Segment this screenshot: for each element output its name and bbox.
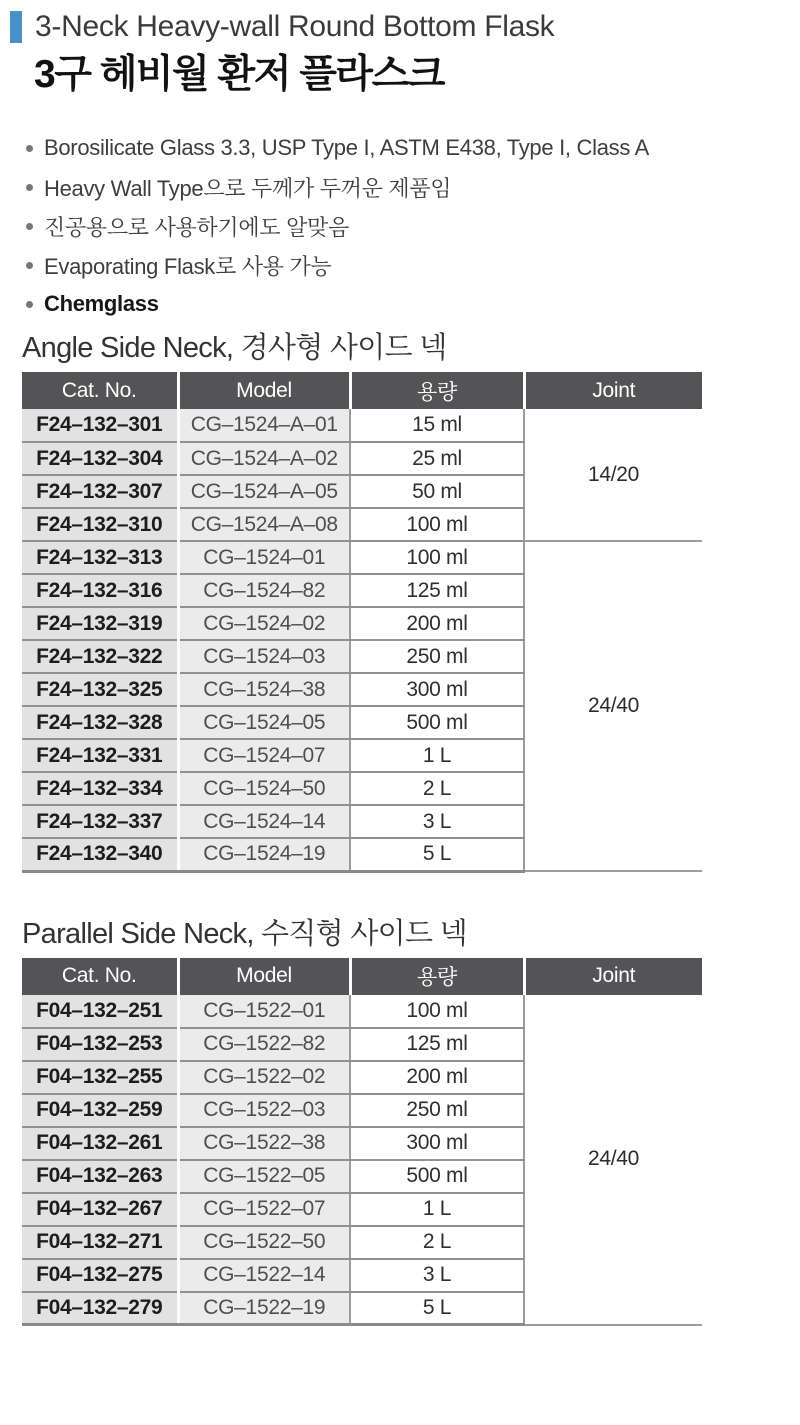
feature-text: Chemglass: [44, 291, 159, 316]
feature-item-brand: [26, 292, 800, 316]
model-cell: CG–1524–82: [178, 574, 350, 607]
cat-no-cell: F24–132–319: [22, 607, 178, 640]
bullet-icon: [26, 184, 33, 191]
table-row: [22, 541, 702, 574]
volume-cell: 5 L: [350, 1292, 524, 1325]
page-title-korean: 3구 헤비월 환저 플라스크: [34, 53, 444, 96]
bullet-icon: [26, 262, 33, 269]
catalog-page: [0, 10, 800, 1425]
column-header-joint: Joint: [524, 372, 702, 409]
joint-cell: 14/20: [524, 409, 702, 541]
volume-cell: 250 ml: [350, 640, 524, 673]
cat-no-cell: F24–132–322: [22, 640, 178, 673]
model-cell: CG–1522–14: [178, 1259, 350, 1292]
model-cell: CG–1522–07: [178, 1193, 350, 1226]
cat-no-cell: F04–132–255: [22, 1061, 178, 1094]
feature-list: [26, 136, 800, 316]
table-row: [22, 995, 702, 1028]
cat-no-cell: F24–132–301: [22, 409, 178, 442]
cat-no-cell: F04–132–251: [22, 995, 178, 1028]
parallel-side-neck-section: [0, 917, 800, 1327]
model-cell: CG–1524–A–01: [178, 409, 350, 442]
volume-cell: 500 ml: [350, 706, 524, 739]
model-cell: CG–1524–01: [178, 541, 350, 574]
cat-no-cell: F24–132–337: [22, 805, 178, 838]
model-cell: CG–1522–50: [178, 1226, 350, 1259]
page-title-english: 3-Neck Heavy-wall Round Bottom Flask: [35, 10, 555, 43]
model-cell: CG–1524–A–05: [178, 475, 350, 508]
model-cell: CG–1522–03: [178, 1094, 350, 1127]
table-title-angle: Angle Side Neck, 경사형 사이드 넥: [22, 332, 447, 364]
column-header-joint: Joint: [524, 958, 702, 995]
cat-no-cell: F24–132–334: [22, 772, 178, 805]
volume-cell: 2 L: [350, 772, 524, 805]
column-header-volume: 용량: [350, 958, 524, 995]
volume-cell: 250 ml: [350, 1094, 524, 1127]
volume-cell: 100 ml: [350, 508, 524, 541]
volume-cell: 300 ml: [350, 673, 524, 706]
volume-cell: 5 L: [350, 838, 524, 871]
feature-item: [26, 214, 800, 238]
table-title-parallel: Parallel Side Neck, 수직형 사이드 넥: [22, 917, 467, 950]
cat-no-cell: F24–132–304: [22, 442, 178, 475]
title-accent-bar-icon: [10, 11, 22, 43]
cat-no-cell: F04–132–263: [22, 1160, 178, 1193]
volume-cell: 2 L: [350, 1226, 524, 1259]
column-header-model: Model: [178, 958, 350, 995]
cat-no-cell: F24–132–313: [22, 541, 178, 574]
volume-cell: 100 ml: [350, 995, 524, 1028]
model-cell: CG–1522–82: [178, 1028, 350, 1061]
column-header-cat-no: Cat. No.: [22, 372, 178, 409]
table-header-row: [22, 372, 702, 409]
cat-no-cell: F24–132–325: [22, 673, 178, 706]
volume-cell: 1 L: [350, 1193, 524, 1226]
feature-item: [26, 175, 800, 199]
column-header-cat-no: Cat. No.: [22, 958, 178, 995]
volume-cell: 25 ml: [350, 442, 524, 475]
cat-no-cell: F24–132–328: [22, 706, 178, 739]
model-cell: CG–1524–14: [178, 805, 350, 838]
model-cell: CG–1524–03: [178, 640, 350, 673]
page-header: [0, 10, 800, 98]
volume-cell: 200 ml: [350, 607, 524, 640]
joint-cell: 24/40: [524, 995, 702, 1325]
angle-side-neck-table: [22, 372, 702, 873]
parallel-side-neck-table: [22, 958, 702, 1327]
volume-cell: 125 ml: [350, 1028, 524, 1061]
angle-side-neck-section: [0, 331, 800, 873]
model-cell: CG–1524–05: [178, 706, 350, 739]
cat-no-cell: F24–132–316: [22, 574, 178, 607]
feature-text: Borosilicate Glass 3.3, USP Type I, ASTM E438, Type I, Class A: [44, 135, 650, 160]
bullet-icon: [26, 223, 33, 230]
cat-no-cell: F04–132–259: [22, 1094, 178, 1127]
volume-cell: 50 ml: [350, 475, 524, 508]
volume-cell: 15 ml: [350, 409, 524, 442]
model-cell: CG–1524–07: [178, 739, 350, 772]
model-cell: CG–1522–01: [178, 995, 350, 1028]
model-cell: CG–1524–19: [178, 838, 350, 871]
column-header-volume: 용량: [350, 372, 524, 409]
cat-no-cell: F04–132–267: [22, 1193, 178, 1226]
volume-cell: 1 L: [350, 739, 524, 772]
feature-text: 진공용으로 사용하기에도 알맞음: [44, 214, 349, 240]
cat-no-cell: F24–132–331: [22, 739, 178, 772]
cat-no-cell: F04–132–261: [22, 1127, 178, 1160]
volume-cell: 125 ml: [350, 574, 524, 607]
volume-cell: 3 L: [350, 1259, 524, 1292]
cat-no-cell: F24–132–340: [22, 838, 178, 871]
model-cell: CG–1524–A–02: [178, 442, 350, 475]
table-header-row: [22, 958, 702, 995]
column-header-model: Model: [178, 372, 350, 409]
table-row: [22, 409, 702, 442]
cat-no-cell: F24–132–310: [22, 508, 178, 541]
volume-cell: 200 ml: [350, 1061, 524, 1094]
model-cell: CG–1522–02: [178, 1061, 350, 1094]
feature-item: [26, 136, 800, 160]
page-title-row: [10, 10, 800, 44]
model-cell: CG–1524–38: [178, 673, 350, 706]
volume-cell: 100 ml: [350, 541, 524, 574]
model-cell: CG–1522–19: [178, 1292, 350, 1325]
model-cell: CG–1524–50: [178, 772, 350, 805]
feature-text: Evaporating Flask로 사용 가능: [44, 253, 332, 279]
joint-cell: 24/40: [524, 541, 702, 871]
volume-cell: 500 ml: [350, 1160, 524, 1193]
feature-text: Heavy Wall Type으로 두께가 두꺼운 제품임: [44, 175, 452, 201]
feature-item: [26, 253, 800, 277]
model-cell: CG–1522–05: [178, 1160, 350, 1193]
bullet-icon: [26, 145, 33, 152]
cat-no-cell: F04–132–275: [22, 1259, 178, 1292]
model-cell: CG–1524–02: [178, 607, 350, 640]
cat-no-cell: F04–132–253: [22, 1028, 178, 1061]
volume-cell: 300 ml: [350, 1127, 524, 1160]
model-cell: CG–1522–38: [178, 1127, 350, 1160]
bullet-icon: [26, 301, 33, 308]
volume-cell: 3 L: [350, 805, 524, 838]
model-cell: CG–1524–A–08: [178, 508, 350, 541]
cat-no-cell: F04–132–279: [22, 1292, 178, 1325]
cat-no-cell: F04–132–271: [22, 1226, 178, 1259]
cat-no-cell: F24–132–307: [22, 475, 178, 508]
